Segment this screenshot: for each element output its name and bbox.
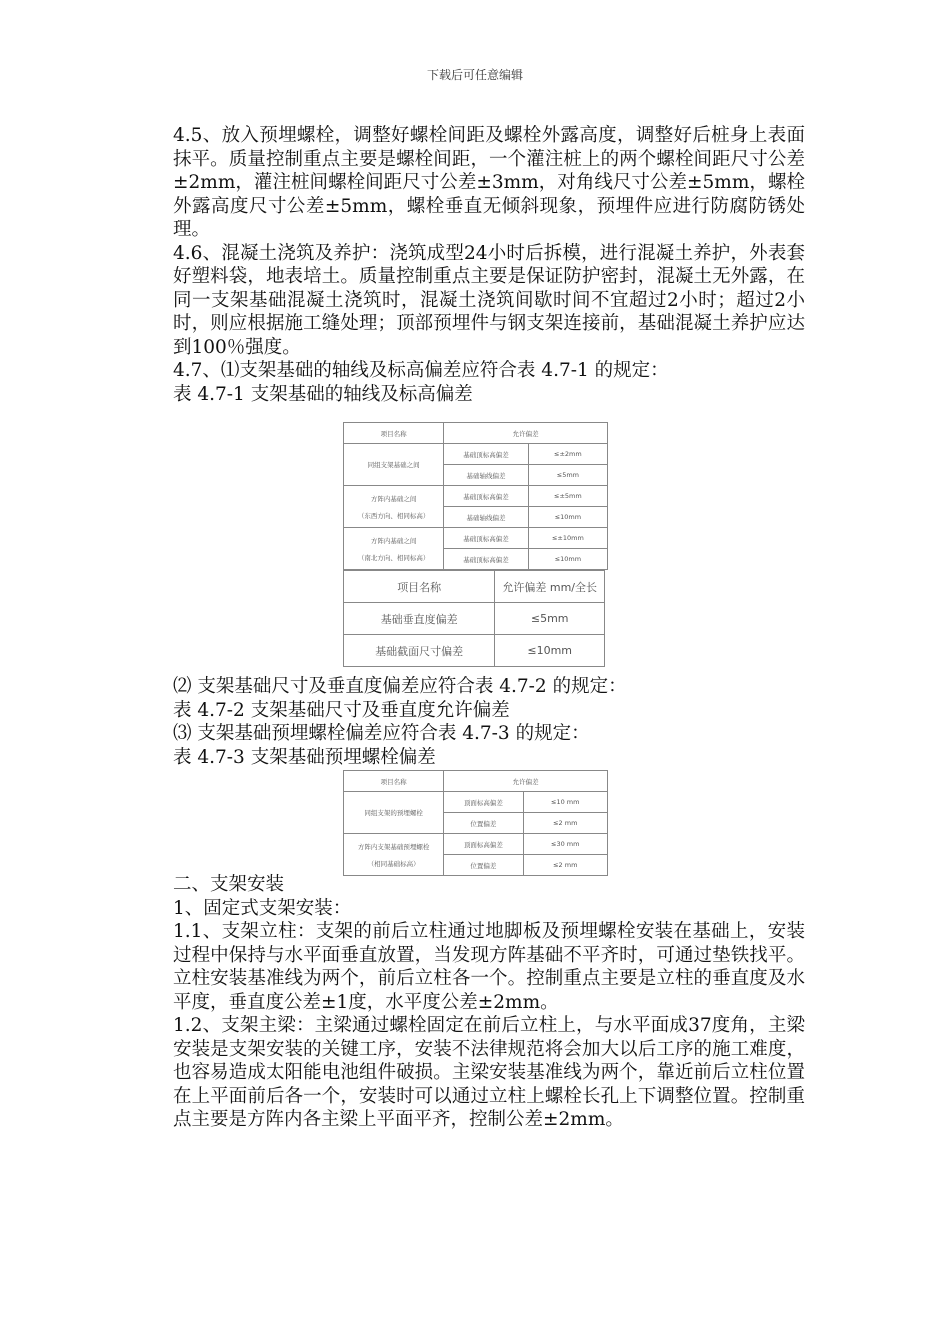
table-cell: 基础轴线偏差 [444,507,528,528]
table-header-cell: 项目名称 [344,771,444,792]
group-label: 方阵内基础之间 [370,494,417,503]
table-cell [344,528,444,570]
table-cell: 基础顶标高偏差 [444,528,528,549]
group-label: 方阵内支架基础预埋螺栓 [357,842,430,851]
table-cell: ≤10mm [528,507,607,528]
table-row [344,423,608,444]
table-header-cell: 允许偏差 [444,423,608,444]
table-row [344,834,608,855]
table-4-7-1 [343,422,608,570]
table-4-7-1-caption: 表 4.7-1 支架基础的轴线及标高偏差 [173,383,473,405]
group-sub-label: （东西方向、相同标高） [357,511,430,520]
table-4-7-2-caption: 表 4.7-2 支架基础尺寸及垂直度允许偏差 [173,699,510,721]
section-heading-2: 二、支架安装 [173,874,285,895]
table-cell: 同组支架基础之间 [344,444,444,486]
table-4-7-3-caption: 表 4.7-3 支架基础预埋螺栓偏差 [173,746,436,768]
table-cell: 位置偏差 [444,855,523,876]
paragraph-4-7-2: ⑵ 支架基础尺寸及垂直度偏差应符合表 4.7-2 的规定： [173,676,627,697]
table-4-7-3 [343,770,608,876]
group-sub-label: （相同基础标高） [367,859,420,868]
table-cell: 基础顶标高偏差 [444,486,528,507]
table-cell: ≤±10mm [528,528,607,549]
table-row [344,486,608,507]
table-cell: ≤30 mm [523,834,608,855]
table-cell [344,834,444,876]
table-cell: ≤10 mm [523,792,608,813]
table-row [344,792,608,813]
table-row [344,444,608,465]
page-header: 下载后可任意编辑 [426,68,523,82]
paragraph-4-5: 4.5、放入预埋螺栓，调整好螺栓间距及螺栓外露高度，调整好后桩身上表面抹平。质量控制重点主要是螺栓间距，一个灌注桩上的两个螺栓间距尺寸公差±2mm，灌注桩间螺栓间距尺寸公差±3mm，对角线尺寸公差±5mm，螺栓外露高度尺寸公差±5mm，螺栓垂直无倾斜现象，预埋件应进行防腐防锈处理。 [173,125,805,240]
table-header-cell: 允许偏差 [444,771,608,792]
table-row [344,635,605,667]
table-row [344,571,605,603]
table-cell: 基础轴线偏差 [444,465,528,486]
table-cell: ≤5mm [528,465,607,486]
paragraph-4-6: 4.6、混凝土浇筑及养护：浇筑成型24小时后拆模，进行混凝土养护，外表套好塑料袋，地表培土。质量控制重点主要是保证防护密封，混凝土无外露，在同一支架基础混凝土浇筑时，混凝土浇筑间歇时间不宜超过2小时；超过2小时，则应根据施工缝处理；顶部预埋件与钢支架连接前，基础混凝土养护应达到100％强度。 [173,242,805,358]
table-row [344,603,605,635]
table-cell: 基础垂直度偏差 [344,603,495,635]
paragraph-1-1: 1.1、支架立柱：支架的前后立柱通过地脚板及预埋螺栓安装在基础上，安装过程中保持与水平面垂直放置，当发现方阵基础不平齐时，可通过垫铁找平。立柱安装基准线为两个，前后立柱各一个。控制重点主要是立柱的垂直度及水平度，垂直度公差±1度，水平度公差±2mm。 [173,921,805,1013]
paragraph-4-7-3: ⑶ 支架基础预埋螺栓偏差应符合表 4.7-3 的规定： [173,723,590,744]
table-cell: ≤±5mm [528,486,607,507]
table-cell: 基础顶标高偏差 [444,444,528,465]
table-header-cell: 允许偏差 mm/全长 [495,571,605,603]
group-label: 方阵内基础之间 [370,536,417,545]
document-body [145,124,805,406]
table-4-7-2 [343,570,605,667]
table-row [344,528,608,549]
paragraph-4-7: 4.7、⑴支架基础的轴线及标高偏差应符合表 4.7-1 的规定： [173,360,669,381]
table-row [344,771,608,792]
table-cell: 顶面标高偏差 [444,792,523,813]
subsection-heading-1: 1、固定式支架安装： [173,897,352,919]
document-body-middle [145,675,805,769]
table-header-cell: 项目名称 [344,423,444,444]
table-cell: ≤5mm [495,603,605,635]
table-cell: 同组支架的预埋螺栓 [344,792,444,834]
table-cell: ≤10mm [495,635,605,667]
table-cell: 顶面标高偏差 [444,834,523,855]
table-cell: ≤10mm [528,549,607,570]
document-body-lower [145,873,805,1132]
table-cell: 位置偏差 [444,813,523,834]
paragraph-1-2: 1.2、支架主梁：主梁通过螺栓固定在前后立柱上，与水平面成37度角，主梁安装是支架安装的关键工序，安装不法律规范将会加大以后工序的施工难度，也容易造成太阳能电池组件破损。主梁安装基准线为两个，靠近前后立柱位置在上平面前后各一个，安装时可以通过立柱上螺栓长孔上下调整位置。控制重点主要是方阵内各主梁上平面平齐，控制公差±2mm。 [173,1015,805,1130]
table-cell: ≤±2mm [528,444,607,465]
group-sub-label: （南北方向、相同标高） [357,553,430,562]
table-cell: ≤2 mm [523,813,608,834]
table-cell: ≤2 mm [523,855,608,876]
table-header-cell: 项目名称 [344,571,495,603]
table-cell: 基础顶标高偏差 [444,549,528,570]
table-cell: 基础截面尺寸偏差 [344,635,495,667]
table-cell [344,486,444,528]
